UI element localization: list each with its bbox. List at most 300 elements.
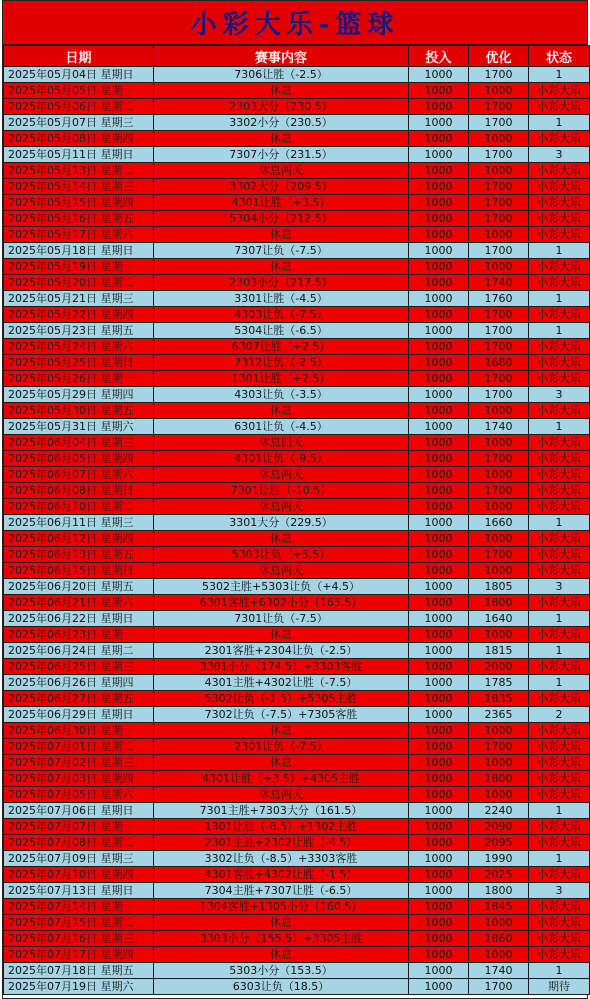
cell-optimized[interactable]: 1800 xyxy=(469,771,529,787)
cell-match[interactable]: 3302大分（209.5） xyxy=(154,179,409,195)
cell-stake[interactable]: 1000 xyxy=(409,547,469,563)
cell-date[interactable]: 2025年06月23日 星期一 xyxy=(4,627,154,643)
cell-optimized[interactable]: 1805 xyxy=(469,579,529,595)
cell-status[interactable]: 小彩大乐 xyxy=(529,931,590,947)
cell-date[interactable]: 2025年06月22日 星期日 xyxy=(4,611,154,627)
cell-status[interactable]: 1 xyxy=(529,803,590,819)
cell-stake[interactable]: 1000 xyxy=(409,83,469,99)
cell-match[interactable]: 5304让胜（-6.5） xyxy=(154,323,409,339)
cell-match[interactable]: 6303让负（18.5） xyxy=(154,979,409,995)
cell-status[interactable]: 小彩大乐 xyxy=(529,227,590,243)
cell-date[interactable]: 2025年07月13日 星期日 xyxy=(4,883,154,899)
cell-status[interactable]: 小彩大乐 xyxy=(529,723,590,739)
cell-stake[interactable]: 1000 xyxy=(409,963,469,979)
cell-date[interactable]: 2025年05月24日 星期六 xyxy=(4,339,154,355)
cell-date[interactable]: 2025年05月18日 星期日 xyxy=(4,243,154,259)
cell-optimized[interactable]: 2025 xyxy=(469,867,529,883)
cell-stake[interactable]: 1000 xyxy=(409,275,469,291)
cell-date[interactable]: 2025年07月17日 星期四 xyxy=(4,947,154,963)
cell-optimized[interactable]: 1000 xyxy=(469,723,529,739)
cell-optimized[interactable]: 2240 xyxy=(469,803,529,819)
cell-match[interactable]: 4301让胜（+3.5）+4305主胜 xyxy=(154,771,409,787)
cell-match[interactable]: 6301让负（-4.5） xyxy=(154,419,409,435)
cell-match[interactable]: 7301主胜+7303大分（161.5） xyxy=(154,803,409,819)
cell-match[interactable]: 休息 xyxy=(154,723,409,739)
cell-optimized[interactable]: 1700 xyxy=(469,323,529,339)
cell-optimized[interactable]: 1000 xyxy=(469,563,529,579)
cell-stake[interactable]: 1000 xyxy=(409,307,469,323)
cell-date[interactable]: 2025年05月17日 星期六 xyxy=(4,227,154,243)
cell-match[interactable]: 7306让胜（-2.5） xyxy=(154,67,409,83)
cell-status[interactable]: 小彩大乐 xyxy=(529,739,590,755)
cell-status[interactable]: 小彩大乐 xyxy=(529,627,590,643)
header-date[interactable]: 日期 xyxy=(4,46,154,67)
cell-optimized[interactable]: 1760 xyxy=(469,291,529,307)
cell-stake[interactable]: 1000 xyxy=(409,499,469,515)
cell-stake[interactable]: 1000 xyxy=(409,419,469,435)
cell-date[interactable]: 2025年05月21日 星期三 xyxy=(4,291,154,307)
table-row xyxy=(4,755,590,771)
cell-optimized[interactable]: 1680 xyxy=(469,355,529,371)
cell-status[interactable]: 小彩大乐 xyxy=(529,371,590,387)
cell-stake[interactable]: 1000 xyxy=(409,819,469,835)
cell-stake[interactable]: 1000 xyxy=(409,227,469,243)
cell-date[interactable]: 2025年06月08日 星期日 xyxy=(4,483,154,499)
cell-status[interactable]: 小彩大乐 xyxy=(529,755,590,771)
cell-match[interactable]: 7301让胜（-10.5） xyxy=(154,483,409,499)
cell-status[interactable]: 小彩大乐 xyxy=(529,899,590,915)
cell-match[interactable]: 休息 xyxy=(154,131,409,147)
cell-status[interactable]: 小彩大乐 xyxy=(529,547,590,563)
cell-optimized[interactable]: 1000 xyxy=(469,435,529,451)
cell-date[interactable]: 2025年07月18日 星期五 xyxy=(4,963,154,979)
cell-date[interactable]: 2025年05月31日 星期六 xyxy=(4,419,154,435)
cell-match[interactable]: 休息 xyxy=(154,403,409,419)
cell-stake[interactable]: 1000 xyxy=(409,515,469,531)
cell-stake[interactable]: 1000 xyxy=(409,179,469,195)
cell-optimized[interactable]: 1845 xyxy=(469,899,529,915)
cell-status[interactable]: 小彩大乐 xyxy=(529,195,590,211)
table-row xyxy=(4,835,590,851)
cell-date[interactable]: 2025年06月10日 星期二 xyxy=(4,499,154,515)
cell-optimized[interactable]: 1700 xyxy=(469,179,529,195)
header-match[interactable]: 赛事内容 xyxy=(154,46,409,67)
cell-optimized[interactable]: 1700 xyxy=(469,339,529,355)
cell-date[interactable]: 2025年06月11日 星期三 xyxy=(4,515,154,531)
cell-match[interactable]: 4301客胜+4302让胜（-1.5） xyxy=(154,867,409,883)
cell-stake[interactable]: 1000 xyxy=(409,355,469,371)
header-status[interactable]: 状态 xyxy=(529,46,590,67)
cell-match[interactable]: 7301让负（-7.5） xyxy=(154,611,409,627)
cell-optimized[interactable]: 1700 xyxy=(469,483,529,499)
cell-stake[interactable]: 1000 xyxy=(409,643,469,659)
header-optimized[interactable]: 优化 xyxy=(469,46,529,67)
cell-status[interactable]: 小彩大乐 xyxy=(529,259,590,275)
cell-optimized[interactable]: 1000 xyxy=(469,259,529,275)
cell-optimized[interactable]: 1000 xyxy=(469,131,529,147)
cell-stake[interactable]: 1000 xyxy=(409,259,469,275)
cell-match[interactable]: 4301让负（-9.5） xyxy=(154,451,409,467)
cell-date[interactable]: 2025年05月19日 星期一 xyxy=(4,259,154,275)
cell-stake[interactable]: 1000 xyxy=(409,755,469,771)
cell-date[interactable]: 2025年05月23日 星期五 xyxy=(4,323,154,339)
cell-stake[interactable]: 1000 xyxy=(409,403,469,419)
cell-status[interactable]: 小彩大乐 xyxy=(529,275,590,291)
cell-optimized[interactable]: 1640 xyxy=(469,611,529,627)
cell-match[interactable]: 6301客胜+6302小分（165.5） xyxy=(154,595,409,611)
cell-match[interactable]: 5302主胜+5303让负（+4.5） xyxy=(154,579,409,595)
cell-match[interactable]: 3301小分（174.5）+3303客胜 xyxy=(154,659,409,675)
cell-match[interactable]: 2303大分（230.5） xyxy=(154,99,409,115)
cell-status[interactable]: 3 xyxy=(529,883,590,899)
cell-date[interactable]: 2025年05月25日 星期日 xyxy=(4,355,154,371)
cell-date[interactable]: 2025年05月20日 星期二 xyxy=(4,275,154,291)
cell-stake[interactable]: 1000 xyxy=(409,771,469,787)
cell-stake[interactable]: 1000 xyxy=(409,563,469,579)
cell-stake[interactable]: 1000 xyxy=(409,131,469,147)
cell-stake[interactable]: 1000 xyxy=(409,787,469,803)
cell-match[interactable]: 3302让负（-8.5）+3303客胜 xyxy=(154,851,409,867)
cell-optimized[interactable]: 1700 xyxy=(469,387,529,403)
cell-status[interactable]: 小彩大乐 xyxy=(529,947,590,963)
cell-date[interactable]: 2025年07月10日 星期四 xyxy=(4,867,154,883)
cell-match[interactable]: 休息 xyxy=(154,259,409,275)
cell-status[interactable]: 3 xyxy=(529,387,590,403)
table-row xyxy=(4,707,590,723)
header-stake[interactable]: 投入 xyxy=(409,46,469,67)
cell-date[interactable]: 2025年05月26日 星期一 xyxy=(4,371,154,387)
cell-date[interactable]: 2025年07月03日 星期四 xyxy=(4,771,154,787)
cell-status[interactable]: 3 xyxy=(529,147,590,163)
cell-stake[interactable]: 1000 xyxy=(409,243,469,259)
cell-stake[interactable]: 1000 xyxy=(409,435,469,451)
cell-status[interactable]: 1 xyxy=(529,675,590,691)
cell-status[interactable]: 小彩大乐 xyxy=(529,787,590,803)
cell-status[interactable]: 1 xyxy=(529,291,590,307)
cell-optimized[interactable]: 1000 xyxy=(469,787,529,803)
cell-optimized[interactable]: 1700 xyxy=(469,307,529,323)
cell-status[interactable]: 小彩大乐 xyxy=(529,179,590,195)
cell-stake[interactable]: 1000 xyxy=(409,211,469,227)
cell-match[interactable]: 休息 xyxy=(154,627,409,643)
cell-date[interactable]: 2025年05月29日 星期四 xyxy=(4,387,154,403)
cell-optimized[interactable]: 1700 xyxy=(469,243,529,259)
cell-stake[interactable]: 1000 xyxy=(409,979,469,995)
cell-match[interactable]: 1301让胜（+2.5） xyxy=(154,371,409,387)
cell-status[interactable]: 小彩大乐 xyxy=(529,467,590,483)
cell-stake[interactable]: 1000 xyxy=(409,195,469,211)
cell-stake[interactable]: 1000 xyxy=(409,851,469,867)
cell-date[interactable]: 2025年05月22日 星期四 xyxy=(4,307,154,323)
cell-match[interactable]: 1304客胜+1305小分（160.5） xyxy=(154,899,409,915)
cell-match[interactable]: 休息两天 xyxy=(154,499,409,515)
cell-status[interactable]: 小彩大乐 xyxy=(529,531,590,547)
cell-status[interactable]: 1 xyxy=(529,67,590,83)
cell-stake[interactable]: 1000 xyxy=(409,707,469,723)
cell-optimized[interactable]: 2095 xyxy=(469,835,529,851)
cell-match[interactable]: 3301让胜（-4.5） xyxy=(154,291,409,307)
cell-optimized[interactable]: 1000 xyxy=(469,83,529,99)
cell-status[interactable]: 小彩大乐 xyxy=(529,483,590,499)
cell-optimized[interactable]: 2365 xyxy=(469,707,529,723)
cell-optimized[interactable]: 1000 xyxy=(469,467,529,483)
cell-optimized[interactable]: 1000 xyxy=(469,627,529,643)
cell-match[interactable]: 5302让负（-1.5）+5305主胜 xyxy=(154,691,409,707)
cell-optimized[interactable]: 1990 xyxy=(469,851,529,867)
cell-status[interactable]: 1 xyxy=(529,115,590,131)
cell-match[interactable]: 休息 xyxy=(154,755,409,771)
cell-status[interactable]: 1 xyxy=(529,323,590,339)
cell-status[interactable]: 2 xyxy=(529,707,590,723)
cell-date[interactable]: 2025年06月25日 星期三 xyxy=(4,659,154,675)
cell-stake[interactable]: 1000 xyxy=(409,883,469,899)
cell-optimized[interactable]: 1000 xyxy=(469,755,529,771)
cell-date[interactable]: 2025年06月15日 星期日 xyxy=(4,563,154,579)
cell-match[interactable]: 5303小分（153.5） xyxy=(154,963,409,979)
cell-stake[interactable]: 1000 xyxy=(409,163,469,179)
cell-stake[interactable]: 1000 xyxy=(409,803,469,819)
cell-optimized[interactable]: 1740 xyxy=(469,963,529,979)
cell-match[interactable]: 4303让负（-7.5） xyxy=(154,307,409,323)
cell-optimized[interactable]: 1000 xyxy=(469,499,529,515)
cell-status[interactable]: 小彩大乐 xyxy=(529,99,590,115)
cell-stake[interactable]: 1000 xyxy=(409,867,469,883)
cell-match[interactable]: 5303让负（+5.5） xyxy=(154,547,409,563)
cell-match[interactable]: 休息两天 xyxy=(154,163,409,179)
cell-date[interactable]: 2025年07月01日 星期二 xyxy=(4,739,154,755)
cell-status[interactable]: 3 xyxy=(529,579,590,595)
cell-status[interactable]: 小彩大乐 xyxy=(529,563,590,579)
cell-date[interactable]: 2025年06月21日 星期六 xyxy=(4,595,154,611)
cell-optimized[interactable]: 1700 xyxy=(469,195,529,211)
cell-status[interactable]: 1 xyxy=(529,851,590,867)
cell-date[interactable]: 2025年05月05日 星期一 xyxy=(4,83,154,99)
cell-match[interactable]: 6307让胜（+2.5） xyxy=(154,339,409,355)
cell-stake[interactable]: 1000 xyxy=(409,675,469,691)
cell-optimized[interactable]: 1800 xyxy=(469,883,529,899)
cell-status[interactable]: 小彩大乐 xyxy=(529,131,590,147)
cell-optimized[interactable]: 1860 xyxy=(469,931,529,947)
cell-status[interactable]: 1 xyxy=(529,243,590,259)
cell-match[interactable]: 7307让负（-7.5） xyxy=(154,243,409,259)
table-row xyxy=(4,99,590,115)
cell-stake[interactable]: 1000 xyxy=(409,323,469,339)
cell-date[interactable]: 2025年06月27日 星期五 xyxy=(4,691,154,707)
cell-optimized[interactable]: 1700 xyxy=(469,451,529,467)
cell-optimized[interactable]: 1700 xyxy=(469,115,529,131)
cell-optimized[interactable]: 1700 xyxy=(469,371,529,387)
cell-optimized[interactable]: 1700 xyxy=(469,99,529,115)
cell-date[interactable]: 2025年05月13日 星期二 xyxy=(4,163,154,179)
cell-status[interactable]: 1 xyxy=(529,515,590,531)
cell-date[interactable]: 2025年05月16日 星期五 xyxy=(4,211,154,227)
cell-status[interactable]: 小彩大乐 xyxy=(529,163,590,179)
cell-status[interactable]: 期待 xyxy=(529,979,590,995)
cell-match[interactable]: 2303小分（217.5） xyxy=(154,275,409,291)
cell-match[interactable]: 4301主胜+4302让胜（-7.5） xyxy=(154,675,409,691)
cell-optimized[interactable]: 2090 xyxy=(469,819,529,835)
cell-status[interactable]: 1 xyxy=(529,643,590,659)
cell-date[interactable]: 2025年07月02日 星期三 xyxy=(4,755,154,771)
cell-match[interactable]: 3302小分（230.5） xyxy=(154,115,409,131)
cell-match[interactable]: 休息两天 xyxy=(154,563,409,579)
cell-status[interactable]: 小彩大乐 xyxy=(529,867,590,883)
cell-stake[interactable]: 1000 xyxy=(409,931,469,947)
cell-stake[interactable]: 1000 xyxy=(409,387,469,403)
cell-date[interactable]: 2025年07月08日 星期二 xyxy=(4,835,154,851)
cell-optimized[interactable]: 1700 xyxy=(469,739,529,755)
cell-match[interactable]: 休息 xyxy=(154,947,409,963)
cell-optimized[interactable]: 1000 xyxy=(469,531,529,547)
cell-stake[interactable]: 1000 xyxy=(409,899,469,915)
cell-date[interactable]: 2025年06月05日 星期四 xyxy=(4,451,154,467)
cell-date[interactable]: 2025年05月06日 星期二 xyxy=(4,99,154,115)
cell-date[interactable]: 2025年06月12日 星期四 xyxy=(4,531,154,547)
cell-stake[interactable]: 1000 xyxy=(409,723,469,739)
cell-status[interactable]: 1 xyxy=(529,419,590,435)
cell-status[interactable]: 1 xyxy=(529,963,590,979)
cell-match[interactable]: 4303让负（-3.5） xyxy=(154,387,409,403)
cell-date[interactable]: 2025年07月19日 星期六 xyxy=(4,979,154,995)
cell-match[interactable]: 7312让负（-2.5） xyxy=(154,355,409,371)
cell-date[interactable]: 2025年07月06日 星期日 xyxy=(4,803,154,819)
cell-optimized[interactable]: 1700 xyxy=(469,979,529,995)
cell-match[interactable]: 2301让负（-7.5） xyxy=(154,739,409,755)
cell-status[interactable]: 小彩大乐 xyxy=(529,83,590,99)
cell-status[interactable]: 小彩大乐 xyxy=(529,659,590,675)
cell-stake[interactable]: 1000 xyxy=(409,467,469,483)
cell-optimized[interactable]: 1800 xyxy=(469,595,529,611)
cell-stake[interactable]: 1000 xyxy=(409,611,469,627)
cell-date[interactable]: 2025年07月07日 星期一 xyxy=(4,819,154,835)
cell-date[interactable]: 2025年06月20日 星期五 xyxy=(4,579,154,595)
cell-match[interactable]: 休息 xyxy=(154,83,409,99)
cell-status[interactable]: 小彩大乐 xyxy=(529,403,590,419)
cell-date[interactable]: 2025年06月24日 星期二 xyxy=(4,643,154,659)
cell-date[interactable]: 2025年06月26日 星期四 xyxy=(4,675,154,691)
cell-status[interactable]: 小彩大乐 xyxy=(529,771,590,787)
cell-match[interactable]: 5304小分（212.5） xyxy=(154,211,409,227)
cell-date[interactable]: 2025年05月04日 星期日 xyxy=(4,67,154,83)
cell-optimized[interactable]: 1700 xyxy=(469,211,529,227)
cell-optimized[interactable]: 1000 xyxy=(469,915,529,931)
cell-status[interactable]: 小彩大乐 xyxy=(529,339,590,355)
cell-stake[interactable]: 1000 xyxy=(409,627,469,643)
cell-date[interactable]: 2025年05月07日 星期三 xyxy=(4,115,154,131)
cell-stake[interactable]: 1000 xyxy=(409,531,469,547)
cell-date[interactable]: 2025年07月15日 星期二 xyxy=(4,915,154,931)
cell-status[interactable]: 小彩大乐 xyxy=(529,835,590,851)
cell-optimized[interactable]: 1000 xyxy=(469,403,529,419)
cell-date[interactable]: 2025年07月09日 星期三 xyxy=(4,851,154,867)
cell-status[interactable]: 小彩大乐 xyxy=(529,499,590,515)
cell-match[interactable]: 休息 xyxy=(154,227,409,243)
cell-optimized[interactable]: 1000 xyxy=(469,227,529,243)
cell-optimized[interactable]: 1000 xyxy=(469,163,529,179)
cell-status[interactable]: 小彩大乐 xyxy=(529,915,590,931)
cell-date[interactable]: 2025年05月14日 星期三 xyxy=(4,179,154,195)
cell-stake[interactable]: 1000 xyxy=(409,99,469,115)
cell-stake[interactable]: 1000 xyxy=(409,451,469,467)
cell-optimized[interactable]: 1000 xyxy=(469,947,529,963)
cell-stake[interactable]: 1000 xyxy=(409,483,469,499)
cell-status[interactable]: 小彩大乐 xyxy=(529,307,590,323)
cell-match[interactable]: 休息 xyxy=(154,915,409,931)
cell-stake[interactable]: 1000 xyxy=(409,947,469,963)
cell-match[interactable]: 1301让胜（-6.5）+1302主胜 xyxy=(154,819,409,835)
cell-match[interactable]: 休息 xyxy=(154,531,409,547)
cell-optimized[interactable]: 2000 xyxy=(469,659,529,675)
cell-status[interactable]: 小彩大乐 xyxy=(529,691,590,707)
cell-date[interactable]: 2025年06月29日 星期日 xyxy=(4,707,154,723)
cell-status[interactable]: 小彩大乐 xyxy=(529,435,590,451)
cell-stake[interactable]: 1000 xyxy=(409,691,469,707)
cell-match[interactable]: 3301大分（229.5） xyxy=(154,515,409,531)
cell-match[interactable]: 2301主胜+2302让胜（-4.5） xyxy=(154,835,409,851)
cell-stake[interactable]: 1000 xyxy=(409,595,469,611)
cell-stake[interactable]: 1000 xyxy=(409,915,469,931)
cell-match[interactable]: 休息两天 xyxy=(154,787,409,803)
cell-date[interactable]: 2025年06月04日 星期三 xyxy=(4,435,154,451)
cell-optimized[interactable]: 1700 xyxy=(469,67,529,83)
cell-match[interactable]: 7302让负（-7.5）+7305客胜 xyxy=(154,707,409,723)
cell-stake[interactable]: 1000 xyxy=(409,115,469,131)
cell-date[interactable]: 2025年06月07日 星期六 xyxy=(4,467,154,483)
cell-match[interactable]: 7307小分（231.5） xyxy=(154,147,409,163)
cell-date[interactable]: 2025年06月13日 星期五 xyxy=(4,547,154,563)
cell-status[interactable]: 小彩大乐 xyxy=(529,355,590,371)
cell-status[interactable]: 小彩大乐 xyxy=(529,819,590,835)
cell-match[interactable]: 7304主胜+7307让胜（-6.5） xyxy=(154,883,409,899)
cell-optimized[interactable]: 1785 xyxy=(469,675,529,691)
cell-date[interactable]: 2025年05月15日 星期四 xyxy=(4,195,154,211)
cell-date[interactable]: 2025年07月16日 星期三 xyxy=(4,931,154,947)
cell-optimized[interactable]: 1700 xyxy=(469,147,529,163)
cell-status[interactable]: 小彩大乐 xyxy=(529,595,590,611)
cell-optimized[interactable]: 1815 xyxy=(469,643,529,659)
cell-match[interactable]: 4301让胜（+3.5） xyxy=(154,195,409,211)
cell-stake[interactable]: 1000 xyxy=(409,371,469,387)
cell-stake[interactable]: 1000 xyxy=(409,835,469,851)
cell-status[interactable]: 小彩大乐 xyxy=(529,211,590,227)
cell-date[interactable]: 2025年07月14日 星期一 xyxy=(4,899,154,915)
cell-stake[interactable]: 1000 xyxy=(409,659,469,675)
cell-optimized[interactable]: 1835 xyxy=(469,691,529,707)
cell-date[interactable]: 2025年05月30日 星期五 xyxy=(4,403,154,419)
cell-date[interactable]: 2025年05月11日 星期日 xyxy=(4,147,154,163)
table-row xyxy=(4,211,590,227)
cell-stake[interactable]: 1000 xyxy=(409,579,469,595)
cell-stake[interactable]: 1000 xyxy=(409,739,469,755)
cell-stake[interactable]: 1000 xyxy=(409,147,469,163)
cell-date[interactable]: 2025年07月05日 星期六 xyxy=(4,787,154,803)
cell-date[interactable]: 2025年05月08日 星期四 xyxy=(4,131,154,147)
cell-date[interactable]: 2025年06月30日 星期一 xyxy=(4,723,154,739)
cell-match[interactable]: 休息两天 xyxy=(154,467,409,483)
cell-match[interactable]: 休息四天 xyxy=(154,435,409,451)
cell-status[interactable]: 小彩大乐 xyxy=(529,451,590,467)
cell-optimized[interactable]: 1700 xyxy=(469,547,529,563)
cell-match[interactable]: 3303小分（155.5）+3305主胜 xyxy=(154,931,409,947)
cell-optimized[interactable]: 1740 xyxy=(469,419,529,435)
cell-optimized[interactable]: 1740 xyxy=(469,275,529,291)
cell-optimized[interactable]: 1660 xyxy=(469,515,529,531)
cell-status[interactable]: 1 xyxy=(529,611,590,627)
cell-match[interactable]: 2301客胜+2304让负（-2.5） xyxy=(154,643,409,659)
cell-stake[interactable]: 1000 xyxy=(409,291,469,307)
cell-stake[interactable]: 1000 xyxy=(409,67,469,83)
cell-stake[interactable]: 1000 xyxy=(409,339,469,355)
